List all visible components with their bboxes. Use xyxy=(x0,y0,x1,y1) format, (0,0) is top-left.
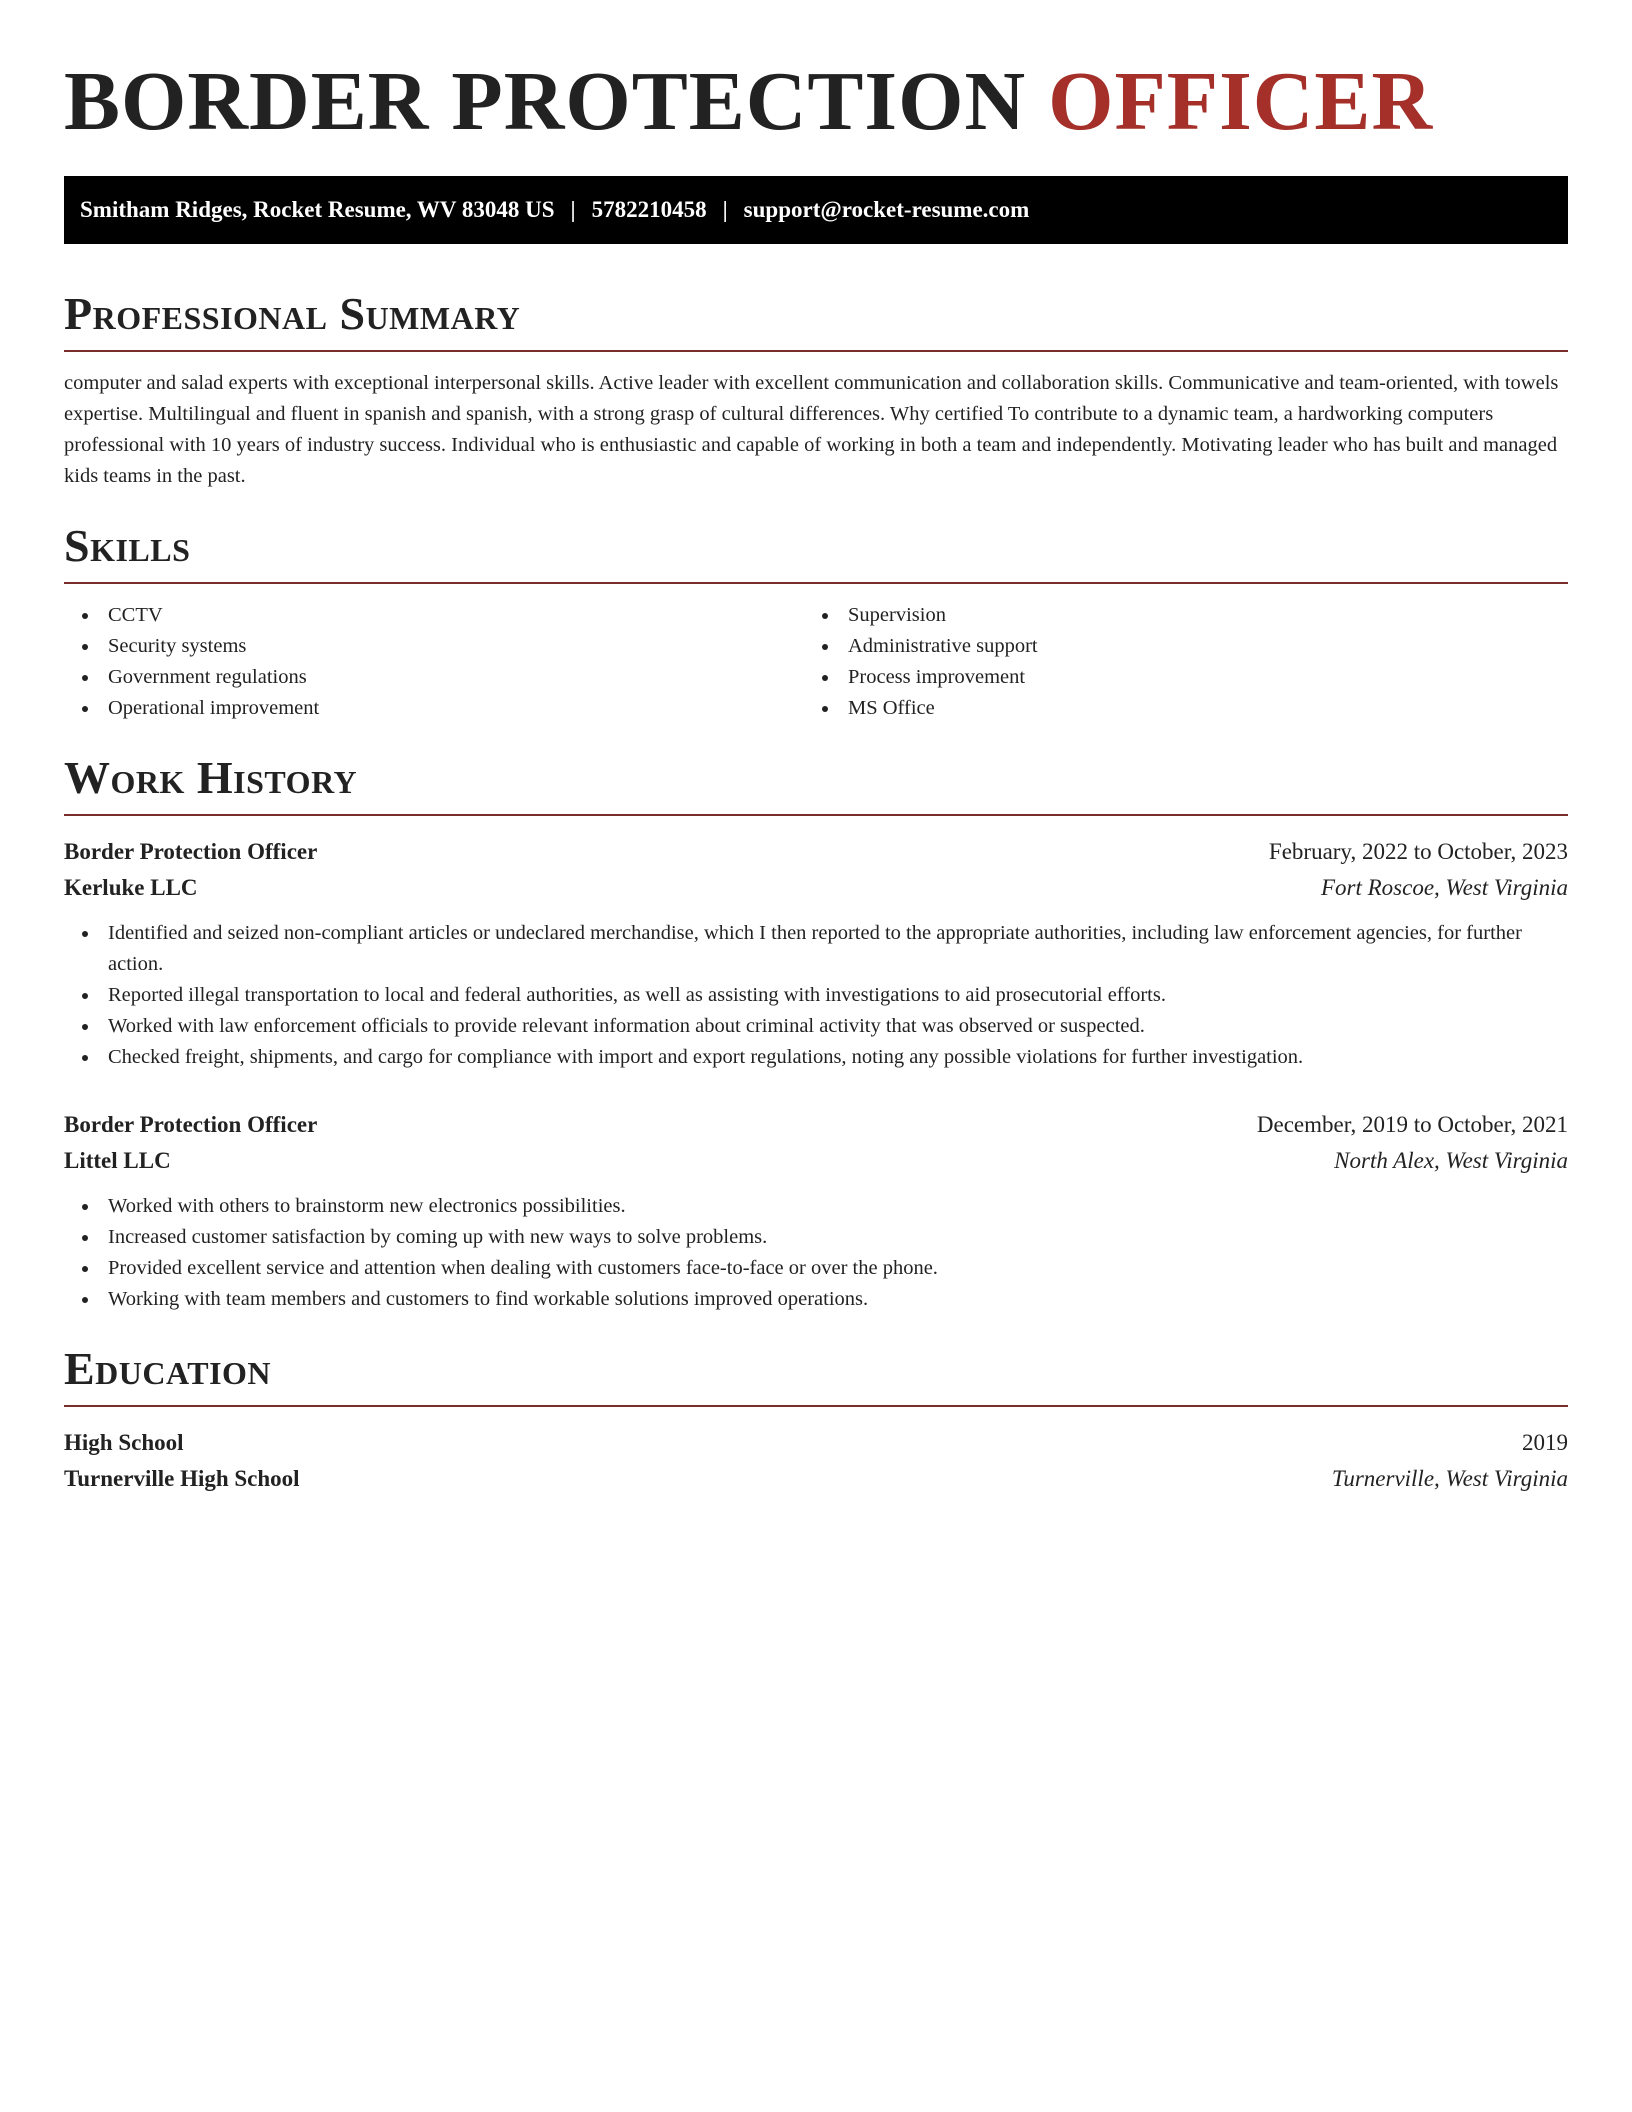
summary-section xyxy=(64,286,1568,492)
job-duty-item: Checked freight, shipments, and cargo for compliance with import and export regulations, noting any possible violations for further investigation. xyxy=(64,1042,1568,1073)
section-divider xyxy=(64,814,1568,816)
job-duty-item: Provided excellent service and attention when dealing with customers face-to-face or over the phone. xyxy=(64,1253,1568,1284)
skill-item: Supervision xyxy=(804,600,1544,631)
job-dates: December, 2019 to October, 2021 xyxy=(1256,1112,1568,1137)
job-duty-item: Worked with law enforcement officials to provide relevant information about criminal activity that was observed or suspected. xyxy=(64,1011,1568,1042)
job-company: Kerluke LLC xyxy=(64,875,198,900)
job-company-row xyxy=(64,870,1568,906)
job-location: Fort Roscoe, West Virginia xyxy=(1320,875,1568,900)
job-duty-item: Reported illegal transportation to local and federal authorities, as well as assisting with investigations to aid prosecutorial efforts. xyxy=(64,980,1568,1011)
job-header-row xyxy=(64,834,1568,870)
education-degree: High School xyxy=(64,1430,184,1455)
job-company-row xyxy=(64,1143,1568,1179)
education-location: Turnerville, West Virginia xyxy=(1331,1466,1568,1491)
job-dates: February, 2022 to October, 2023 xyxy=(1268,839,1568,864)
contact-bar xyxy=(64,176,1568,244)
job-title: Border Protection Officer xyxy=(64,839,318,864)
contact-address: Smitham Ridges, Rocket Resume, WV 83048 US xyxy=(80,197,555,222)
skill-item: Operational improvement xyxy=(64,693,804,724)
section-divider xyxy=(64,1405,1568,1407)
skill-item: Government regulations xyxy=(64,662,804,693)
skills-grid xyxy=(64,600,1568,724)
job-entry xyxy=(64,1107,1568,1315)
job-entry xyxy=(64,834,1568,1073)
skill-item: CCTV xyxy=(64,600,804,631)
job-duty-item: Working with team members and customers to find workable solutions improved operations. xyxy=(64,1284,1568,1315)
education-school-row xyxy=(64,1461,1568,1497)
summary-heading: Professional Summary xyxy=(64,288,521,339)
summary-text: computer and salad experts with exceptional interpersonal skills. Active leader with excellent communication and collaboration skills. Communicative and team-oriented, with towels expertise. Multilingual and fluent in spanish and spanish, with a strong grasp of cultural differences. Why certified To contribute to a dynamic team, a hardworking computers professional with 10 years of industry success. Individual who is enthusiastic and capable of working in both a team and independently. Motivating leader who has built and managed kids teams in the past. xyxy=(64,372,1559,487)
page-title xyxy=(64,52,1568,152)
contact-email: support@rocket-resume.com xyxy=(743,197,1030,222)
skills-column-right xyxy=(804,600,1544,724)
education-year: 2019 xyxy=(1522,1430,1568,1455)
job-duties xyxy=(64,918,1568,1073)
contact-phone: 5782210458 xyxy=(591,197,707,222)
job-duties xyxy=(64,1191,1568,1315)
work-history-heading: Work History xyxy=(64,752,358,803)
skill-item: Security systems xyxy=(64,631,804,662)
section-divider xyxy=(64,582,1568,584)
skill-item: MS Office xyxy=(804,693,1544,724)
work-history-section xyxy=(64,750,1568,1315)
skill-item: Process improvement xyxy=(804,662,1544,693)
skills-heading: Skills xyxy=(64,520,191,571)
skill-item: Administrative support xyxy=(804,631,1544,662)
education-entry xyxy=(64,1425,1568,1497)
education-school: Turnerville High School xyxy=(64,1466,300,1491)
job-header-row xyxy=(64,1107,1568,1143)
skills-column-left xyxy=(64,600,804,724)
job-location: North Alex, West Virginia xyxy=(1334,1148,1568,1173)
job-duty-item: Worked with others to brainstorm new electronics possibilities. xyxy=(64,1191,1568,1222)
education-degree-row xyxy=(64,1425,1568,1461)
contact-separator: | xyxy=(570,197,576,222)
education-section xyxy=(64,1341,1568,1497)
job-company: Littel LLC xyxy=(64,1148,171,1173)
section-divider xyxy=(64,350,1568,352)
skills-section xyxy=(64,518,1568,724)
job-duty-item: Identified and seized non-compliant articles or undeclared merchandise, which I then reported to the appropriate authorities, including law enforcement agencies, for further action. xyxy=(64,918,1568,980)
job-title: Border Protection Officer xyxy=(64,1112,318,1137)
contact-separator: | xyxy=(722,197,728,222)
title-accent: OFFICER xyxy=(1048,55,1434,148)
education-heading: Education xyxy=(64,1343,272,1394)
title-main: BORDER PROTECTION xyxy=(64,55,1027,148)
job-duty-item: Increased customer satisfaction by coming up with new ways to solve problems. xyxy=(64,1222,1568,1253)
